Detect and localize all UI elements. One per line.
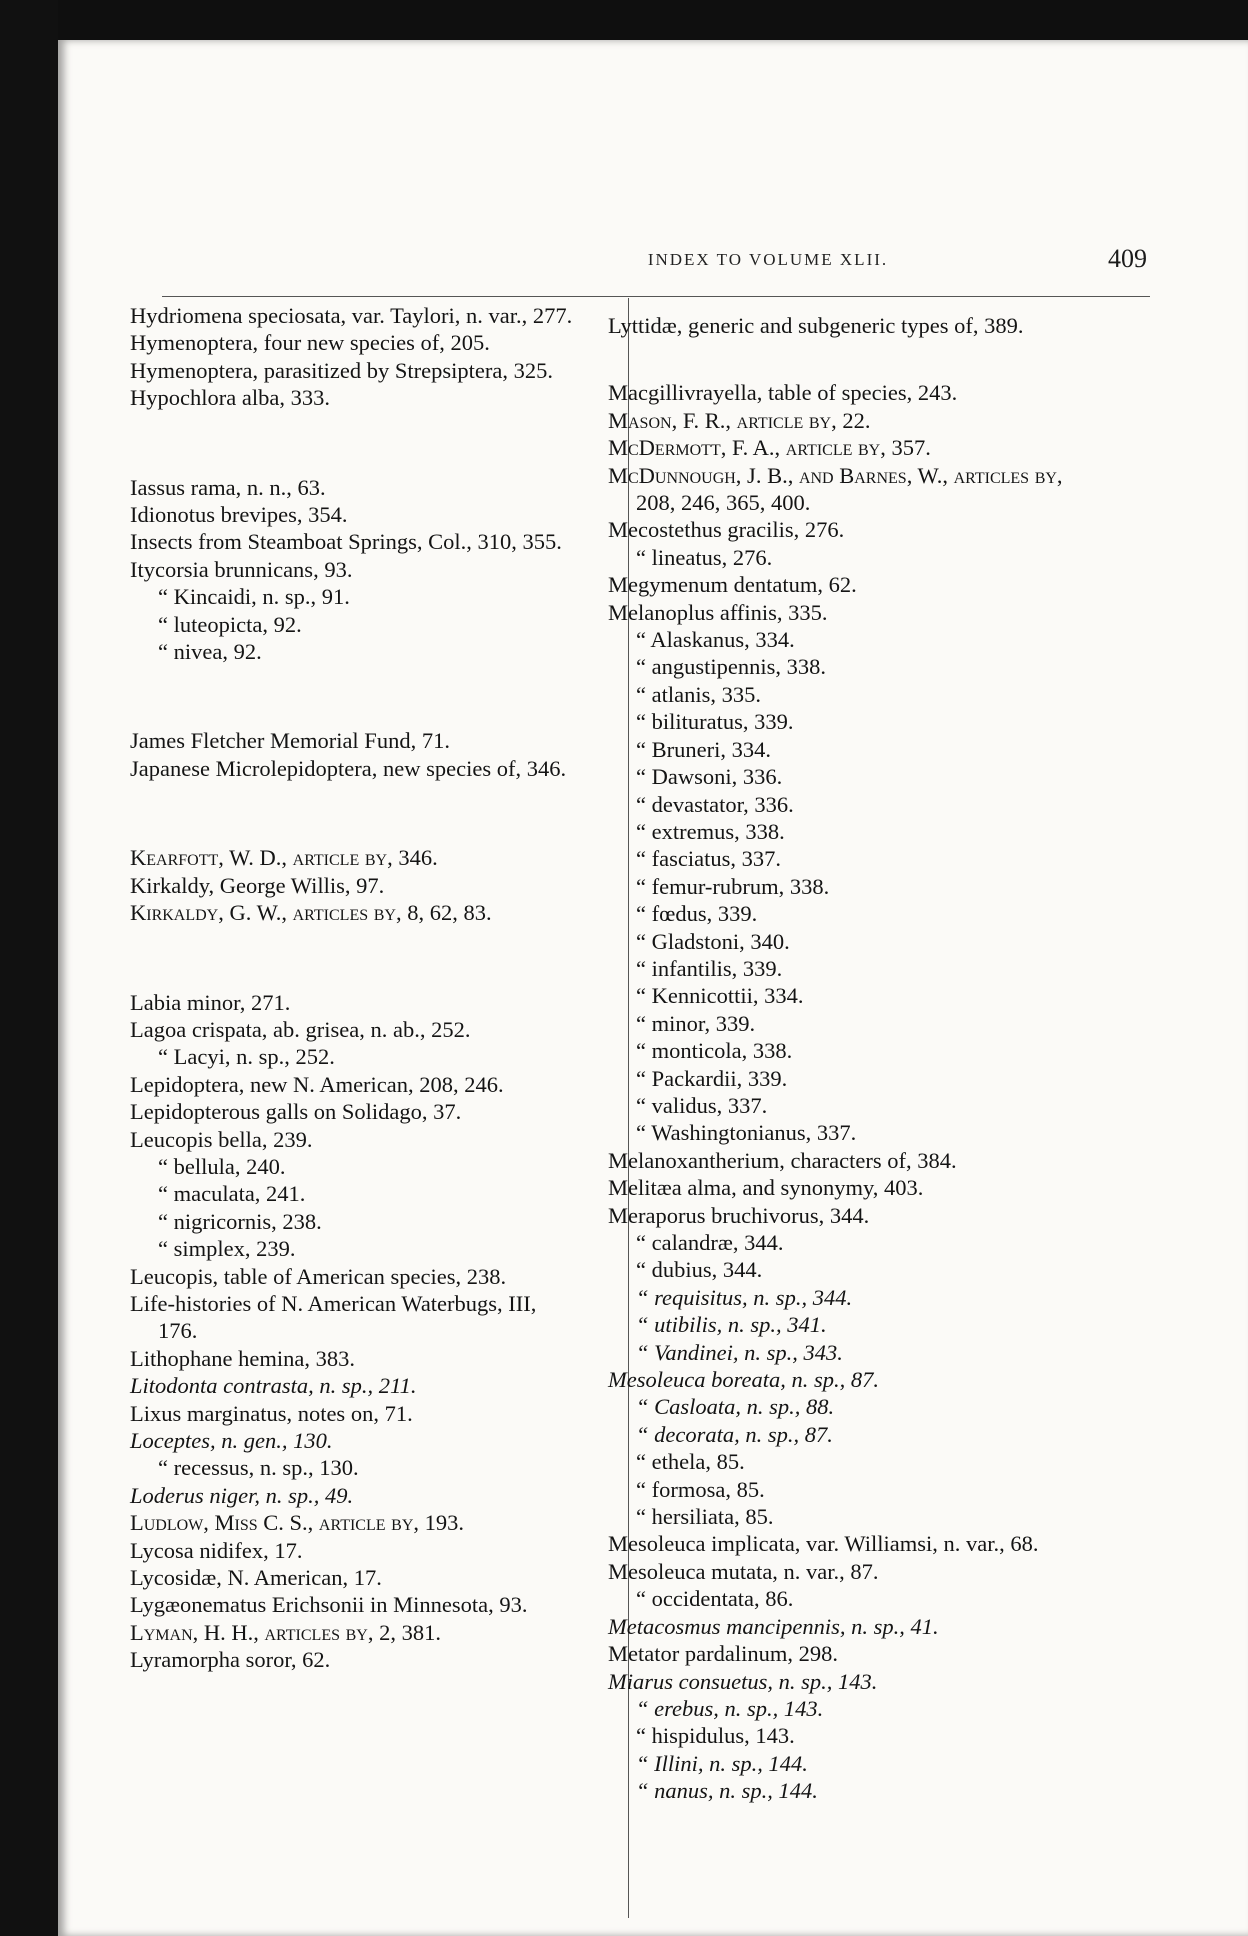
index-entry: Kirkaldy, George Willis, 97. (130, 872, 385, 898)
index-entry: McDunnough, J. B., and Barnes, W., articles by, 208, 246, 365, 400. (608, 462, 1063, 516)
index-entry: Lycosa nidifex, 17. (130, 1537, 303, 1563)
index-entry: “ femur-rubrum, 338. (636, 873, 830, 899)
index-entry: Megymenum dentatum, 62. (608, 572, 857, 598)
index-entry: “ occidentata, 86. (636, 1586, 794, 1612)
index-entry: Japanese Microlepidoptera, new species of, 346. (130, 755, 567, 781)
index-entry: “ nigricornis, 238. (158, 1208, 322, 1234)
index-entry: “ infantilis, 339. (636, 955, 783, 981)
book-page (58, 40, 1248, 1936)
index-entry: “ Gladstoni, 340. (636, 928, 790, 954)
index-entry: “ Bruneri, 334. (636, 736, 771, 762)
index-entry: Idionotus brevipes, 354. (130, 502, 348, 528)
index-entry: “ hispidulus, 143. (636, 1723, 795, 1749)
index-entry: Mesoleuca boreata, n. sp., 87. (608, 1367, 879, 1393)
index-entry: Lygæonematus Erichsonii in Minnesota, 93. (130, 1592, 528, 1618)
index-entry: Lyman, H. H., articles by, 2, 381. (130, 1619, 441, 1645)
index-entry: “ erebus, n. sp., 143. (636, 1695, 824, 1721)
index-entry: “ Kennicottii, 334. (636, 983, 804, 1009)
index-entry: Iassus rama, n. n., 63. (130, 474, 326, 500)
scan-top-border (0, 0, 1248, 40)
index-column-left (130, 302, 580, 1674)
index-entry: “ Washingtonianus, 337. (636, 1120, 857, 1146)
index-entry: “ validus, 337. (636, 1092, 768, 1118)
index-entry: “ ethela, 85. (636, 1449, 745, 1475)
index-entry: “ minor, 339. (636, 1010, 756, 1036)
page-number: 409 (1108, 244, 1147, 273)
index-entry: Litodonta contrasta, n. sp., 211. (130, 1373, 417, 1399)
index-entry: McDermott, F. A., article by, 357. (608, 435, 931, 461)
index-entry: “ Alaskanus, 334. (636, 627, 795, 653)
index-entry: Itycorsia brunnicans, 93. (130, 556, 353, 582)
index-entry: “ calandræ, 344. (636, 1230, 784, 1255)
index-entry: “ Dawsoni, 336. (636, 764, 783, 790)
scan-left-border (0, 0, 58, 1936)
index-entry: “ Packardii, 339. (636, 1065, 788, 1091)
index-entry: “ Lacyi, n. sp., 252. (158, 1044, 335, 1070)
index-entry: Melitæa alma, and synonymy, 403. (608, 1175, 924, 1201)
index-entry: “ bilituratus, 339. (636, 709, 794, 735)
index-entry: Hymenoptera, four new species of, 205. (130, 330, 490, 356)
index-entry: Kirkaldy, G. W., articles by, 8, 62, 83. (130, 900, 492, 926)
index-entry: Mason, F. R., article by, 22. (608, 407, 871, 433)
index-entry: Mecostethus gracilis, 276. (608, 517, 845, 543)
header-rule (162, 296, 1150, 297)
running-head: INDEX TO VOLUME XLII. (647, 250, 889, 269)
index-entry: “ Illini, n. sp., 144. (636, 1750, 808, 1776)
index-entry: “ angustipennis, 338. (636, 654, 826, 680)
index-entry: Leucopis, table of American species, 238. (130, 1263, 507, 1289)
index-entry: Lepidoptera, new N. American, 208, 246. (130, 1071, 504, 1097)
index-entry: Ludlow, Miss C. S., article by, 193. (130, 1510, 464, 1536)
index-entry: “ simplex, 239. (158, 1236, 296, 1262)
index-entry: “ decorata, n. sp., 87. (636, 1421, 833, 1447)
index-entry: Meraporus bruchivorus, 344. (608, 1202, 870, 1228)
index-entry: “ Casloata, n. sp., 88. (636, 1394, 835, 1420)
index-entry: Hymenoptera, parasitized by Strepsiptera, 325. (130, 357, 553, 383)
index-entry: Mesoleuca implicata, var. Williamsi, n. var., 68. (608, 1531, 1039, 1557)
index-entry: Macgillivrayella, table of species, 243. (608, 380, 958, 406)
index-entry: Kearfott, W. D., article by, 346. (130, 845, 438, 871)
index-entry: Lycosidæ, N. American, 17. (130, 1565, 382, 1591)
index-entry: “ fœdus, 339. (636, 901, 758, 927)
index-entry: “ devastator, 336. (636, 791, 794, 817)
index-entry: “ requisitus, n. sp., 344. (636, 1284, 853, 1310)
index-entry: Lyramorpha soror, 62. (130, 1647, 331, 1673)
index-entry: “ nanus, n. sp., 144. (636, 1778, 818, 1804)
index-entry: Lithophane hemina, 383. (130, 1345, 355, 1371)
index-entry: Melanoxantherium, characters of, 384. (608, 1147, 957, 1173)
index-entry: “ dubius, 344. (636, 1257, 763, 1283)
index-entry: “ formosa, 85. (636, 1476, 765, 1502)
index-entry: “ fasciatus, 337. (636, 846, 781, 872)
index-entry: Lixus marginatus, notes on, 71. (130, 1400, 413, 1426)
index-entry: “ lineatus, 276. (636, 544, 773, 570)
index-entry: Hydriomena speciosata, var. Taylori, n. var., 277. (130, 303, 573, 328)
index-entry: Lyttidæ, generic and subgeneric types of, 389. (608, 313, 1024, 338)
index-entry: Labia minor, 271. (130, 989, 291, 1015)
index-entry: Metator pardalinum, 298. (608, 1641, 838, 1667)
index-entry: Insects from Steamboat Springs, Col., 310, 355. (130, 529, 562, 555)
index-entry: “ extremus, 338. (636, 818, 785, 844)
index-entry: Miarus consuetus, n. sp., 143. (608, 1668, 878, 1694)
index-entry: Mesoleuca mutata, n. var., 87. (608, 1558, 879, 1584)
index-entry: Melanoplus affinis, 335. (608, 599, 828, 625)
index-column-right (608, 312, 1088, 1805)
index-entry: Lepidopterous galls on Solidago, 37. (130, 1099, 462, 1125)
index-entry: Life-histories of N. American Waterbugs, III, 176. (130, 1290, 537, 1344)
index-entry: Metacosmus mancipennis, n. sp., 41. (608, 1613, 939, 1639)
index-entry: “ hersiliata, 85. (636, 1504, 774, 1530)
index-entry: “ luteopicta, 92. (158, 611, 302, 637)
index-entry: “ monticola, 338. (636, 1038, 793, 1064)
index-entry: Hypochlora alba, 333. (130, 385, 330, 411)
index-entry: Loceptes, n. gen., 130. (130, 1428, 333, 1453)
index-entry: “ Kincaidi, n. sp., 91. (158, 584, 350, 610)
index-entry: Leucopis bella, 239. (130, 1126, 313, 1152)
index-entry: “ maculata, 241. (158, 1181, 306, 1207)
index-entry: “ utibilis, n. sp., 341. (636, 1312, 827, 1338)
index-entry: Lagoa crispata, ab. grisea, n. ab., 252. (130, 1016, 471, 1042)
index-entry: Loderus niger, n. sp., 49. (130, 1482, 354, 1508)
index-entry: “ atlanis, 335. (636, 681, 761, 707)
index-entry: James Fletcher Memorial Fund, 71. (130, 728, 450, 754)
index-entry: “ bellula, 240. (158, 1153, 286, 1179)
index-entry: “ nivea, 92. (158, 639, 262, 665)
index-entry: “ recessus, n. sp., 130. (158, 1455, 359, 1481)
index-entry: “ Vandinei, n. sp., 343. (636, 1339, 843, 1365)
